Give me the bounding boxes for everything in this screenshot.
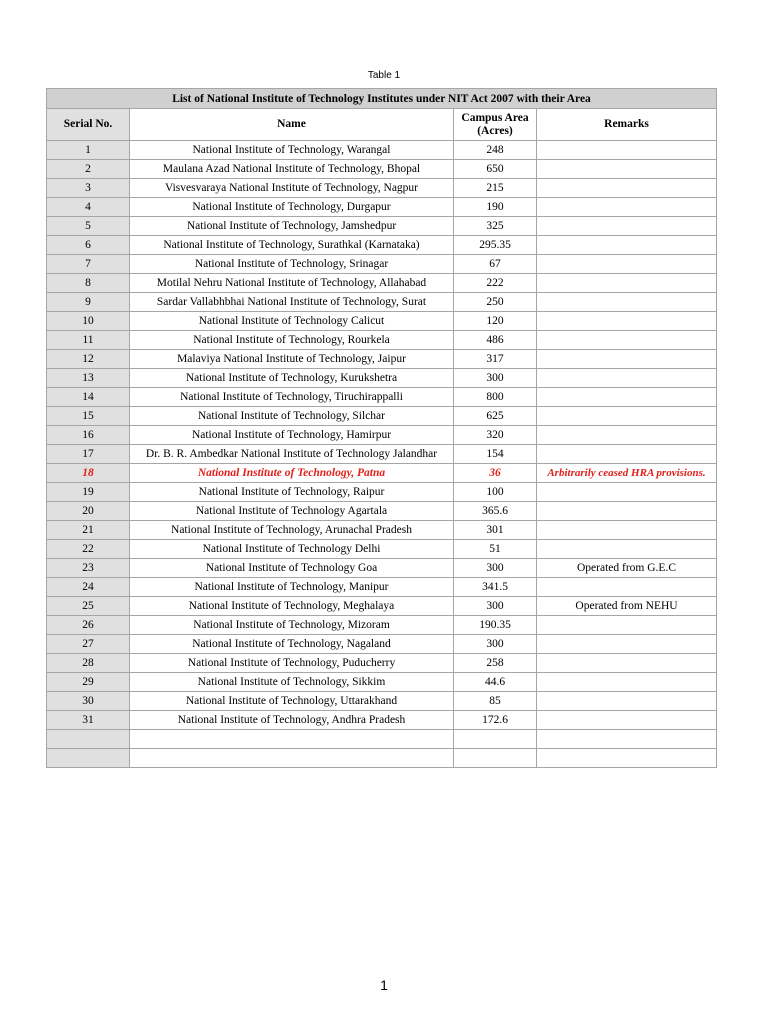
campus-area-cell: 295.35 [454, 236, 537, 255]
remarks-cell [537, 331, 717, 350]
serial-no-cell: 6 [47, 236, 130, 255]
remarks-cell [537, 179, 717, 198]
serial-no-cell [47, 749, 130, 768]
institute-name-cell: National Institute of Technology Goa [130, 559, 454, 578]
table-row [47, 426, 717, 445]
campus-area-cell: 625 [454, 407, 537, 426]
institute-name-cell: Sardar Vallabhbhai National Institute of Technology, Surat [130, 293, 454, 312]
serial-no-cell: 8 [47, 274, 130, 293]
remarks-cell [537, 654, 717, 673]
remarks-cell [537, 236, 717, 255]
remarks-cell [537, 160, 717, 179]
table-row [47, 141, 717, 160]
campus-area-cell: 222 [454, 274, 537, 293]
serial-no-cell: 29 [47, 673, 130, 692]
table-row [47, 445, 717, 464]
campus-area-cell: 300 [454, 597, 537, 616]
remarks-cell [537, 293, 717, 312]
remarks-cell [537, 350, 717, 369]
remarks-cell [537, 749, 717, 768]
institute-name-cell: National Institute of Technology, Durgapur [130, 198, 454, 217]
serial-no-cell: 16 [47, 426, 130, 445]
table-row [47, 198, 717, 217]
table-row [47, 388, 717, 407]
campus-area-cell: 172.6 [454, 711, 537, 730]
serial-no-cell: 17 [47, 445, 130, 464]
remarks-cell [537, 540, 717, 559]
campus-area-cell: 300 [454, 635, 537, 654]
remarks-cell: Operated from G.E.C [537, 559, 717, 578]
table-title: List of National Institute of Technology Institutes under NIT Act 2007 with their Area [47, 89, 717, 109]
table-row [47, 179, 717, 198]
institute-name-cell: National Institute of Technology, Arunachal Pradesh [130, 521, 454, 540]
institute-name-cell: National Institute of Technology, Surathkal (Karnataka) [130, 236, 454, 255]
institute-name-cell: National Institute of Technology, Patna [130, 464, 454, 483]
institute-name-cell: National Institute of Technology, Puducherry [130, 654, 454, 673]
institute-name-cell: National Institute of Technology, Srinagar [130, 255, 454, 274]
serial-no-cell: 23 [47, 559, 130, 578]
serial-no-cell: 28 [47, 654, 130, 673]
campus-area-cell: 258 [454, 654, 537, 673]
institute-name-cell: Malaviya National Institute of Technology, Jaipur [130, 350, 454, 369]
serial-no-cell: 11 [47, 331, 130, 350]
table-row [47, 236, 717, 255]
campus-area-label: Campus Area [461, 111, 529, 124]
institute-name-cell: Maulana Azad National Institute of Technology, Bhopal [130, 160, 454, 179]
institute-name-cell: National Institute of Technology, Meghalaya [130, 597, 454, 616]
institute-name-cell: National Institute of Technology, Manipur [130, 578, 454, 597]
table-row [47, 749, 717, 768]
remarks-cell [537, 141, 717, 160]
institute-name-cell: National Institute of Technology Calicut [130, 312, 454, 331]
table-row [47, 312, 717, 331]
table-body [47, 141, 717, 768]
campus-area-cell: 85 [454, 692, 537, 711]
serial-no-cell [47, 730, 130, 749]
campus-area-cell: 365.6 [454, 502, 537, 521]
serial-no-cell: 19 [47, 483, 130, 502]
remarks-cell [537, 483, 717, 502]
table-row [47, 350, 717, 369]
campus-area-cell: 190 [454, 198, 537, 217]
remarks-cell: Arbitrarily ceased HRA provisions. [537, 464, 717, 483]
campus-area-cell: 301 [454, 521, 537, 540]
campus-area-cell: 300 [454, 559, 537, 578]
serial-no-cell: 14 [47, 388, 130, 407]
remarks-cell [537, 521, 717, 540]
table-row [47, 730, 717, 749]
remarks-cell [537, 255, 717, 274]
remarks-cell [537, 616, 717, 635]
campus-area-cell: 100 [454, 483, 537, 502]
institute-name-cell: National Institute of Technology, Sikkim [130, 673, 454, 692]
remarks-cell [537, 426, 717, 445]
serial-no-cell: 15 [47, 407, 130, 426]
campus-area-cell: 248 [454, 141, 537, 160]
serial-no-cell: 9 [47, 293, 130, 312]
institute-name-cell: National Institute of Technology, Tiruchirappalli [130, 388, 454, 407]
campus-area-cell: 317 [454, 350, 537, 369]
table-row [47, 407, 717, 426]
remarks-cell [537, 369, 717, 388]
serial-no-cell: 24 [47, 578, 130, 597]
campus-area-cell: 486 [454, 331, 537, 350]
institute-name-cell [130, 749, 454, 768]
table-row [47, 711, 717, 730]
campus-area-cell: 44.6 [454, 673, 537, 692]
institute-name-cell: National Institute of Technology, Hamirpur [130, 426, 454, 445]
serial-no-cell: 18 [47, 464, 130, 483]
institute-name-cell: Visvesvaraya National Institute of Technology, Nagpur [130, 179, 454, 198]
serial-no-cell: 4 [47, 198, 130, 217]
institute-name-cell: Motilal Nehru National Institute of Technology, Allahabad [130, 274, 454, 293]
table-row [47, 331, 717, 350]
institute-name-cell: National Institute of Technology, Uttarakhand [130, 692, 454, 711]
remarks-cell [537, 312, 717, 331]
remarks-cell [537, 274, 717, 293]
table-row [47, 521, 717, 540]
campus-area-cell: 250 [454, 293, 537, 312]
remarks-cell [537, 217, 717, 236]
table-caption: Table 1 [367, 70, 401, 81]
table-row [47, 274, 717, 293]
table-row [47, 540, 717, 559]
remarks-cell [537, 711, 717, 730]
serial-no-cell: 20 [47, 502, 130, 521]
serial-no-cell: 1 [47, 141, 130, 160]
campus-area-cell: 36 [454, 464, 537, 483]
table-row [47, 255, 717, 274]
remarks-cell [537, 407, 717, 426]
table-row [47, 635, 717, 654]
campus-area-unit: (Acres) [477, 124, 513, 137]
serial-no-cell: 12 [47, 350, 130, 369]
serial-no-cell: 25 [47, 597, 130, 616]
serial-no-cell: 22 [47, 540, 130, 559]
campus-area-cell: 650 [454, 160, 537, 179]
institute-name-cell: National Institute of Technology Agartala [130, 502, 454, 521]
serial-no-cell: 27 [47, 635, 130, 654]
institute-name-cell: National Institute of Technology, Andhra Pradesh [130, 711, 454, 730]
table-row [47, 559, 717, 578]
remarks-cell [537, 673, 717, 692]
serial-no-cell: 30 [47, 692, 130, 711]
remarks-cell [537, 502, 717, 521]
institute-name-cell: National Institute of Technology, Rourkela [130, 331, 454, 350]
column-header-serial: Serial No. [47, 109, 130, 141]
table-row [47, 369, 717, 388]
remarks-cell [537, 445, 717, 464]
remarks-cell [537, 198, 717, 217]
table-row [47, 578, 717, 597]
remarks-cell [537, 730, 717, 749]
institute-name-cell: National Institute of Technology, Kurukshetra [130, 369, 454, 388]
serial-no-cell: 31 [47, 711, 130, 730]
campus-area-cell: 120 [454, 312, 537, 331]
serial-no-cell: 7 [47, 255, 130, 274]
campus-area-cell: 190.35 [454, 616, 537, 635]
table-row [47, 692, 717, 711]
institute-name-cell: National Institute of Technology, Silchar [130, 407, 454, 426]
remarks-cell [537, 635, 717, 654]
column-header-campus-area [454, 109, 537, 141]
campus-area-cell [454, 749, 537, 768]
column-header-remarks: Remarks [537, 109, 717, 141]
campus-area-cell [454, 730, 537, 749]
serial-no-cell: 26 [47, 616, 130, 635]
remarks-cell: Operated from NEHU [537, 597, 717, 616]
table-row [47, 616, 717, 635]
campus-area-cell: 325 [454, 217, 537, 236]
remarks-cell [537, 388, 717, 407]
remarks-cell [537, 578, 717, 597]
campus-area-cell: 300 [454, 369, 537, 388]
institute-name-cell [130, 730, 454, 749]
remarks-cell [537, 692, 717, 711]
table-row [47, 217, 717, 236]
institute-name-cell: National Institute of Technology, Mizoram [130, 616, 454, 635]
table-row [47, 654, 717, 673]
institute-name-cell: National Institute of Technology Delhi [130, 540, 454, 559]
serial-no-cell: 2 [47, 160, 130, 179]
institute-name-cell: National Institute of Technology, Jamshedpur [130, 217, 454, 236]
serial-no-cell: 21 [47, 521, 130, 540]
table-row [47, 597, 717, 616]
table-row [47, 464, 717, 483]
page-number: 1 [380, 977, 388, 993]
campus-area-cell: 67 [454, 255, 537, 274]
table-row [47, 502, 717, 521]
column-header-name: Name [130, 109, 454, 141]
serial-no-cell: 3 [47, 179, 130, 198]
institute-name-cell: National Institute of Technology, Raipur [130, 483, 454, 502]
table-row [47, 673, 717, 692]
table-row [47, 160, 717, 179]
serial-no-cell: 5 [47, 217, 130, 236]
campus-area-cell: 320 [454, 426, 537, 445]
campus-area-cell: 51 [454, 540, 537, 559]
campus-area-cell: 215 [454, 179, 537, 198]
table-row [47, 293, 717, 312]
institute-name-cell: National Institute of Technology, Nagaland [130, 635, 454, 654]
campus-area-cell: 800 [454, 388, 537, 407]
table-row [47, 483, 717, 502]
serial-no-cell: 13 [47, 369, 130, 388]
institute-name-cell: Dr. B. R. Ambedkar National Institute of Technology Jalandhar [130, 445, 454, 464]
campus-area-cell: 154 [454, 445, 537, 464]
institute-name-cell: National Institute of Technology, Warangal [130, 141, 454, 160]
campus-area-cell: 341.5 [454, 578, 537, 597]
nit-institutes-table [46, 88, 717, 768]
serial-no-cell: 10 [47, 312, 130, 331]
